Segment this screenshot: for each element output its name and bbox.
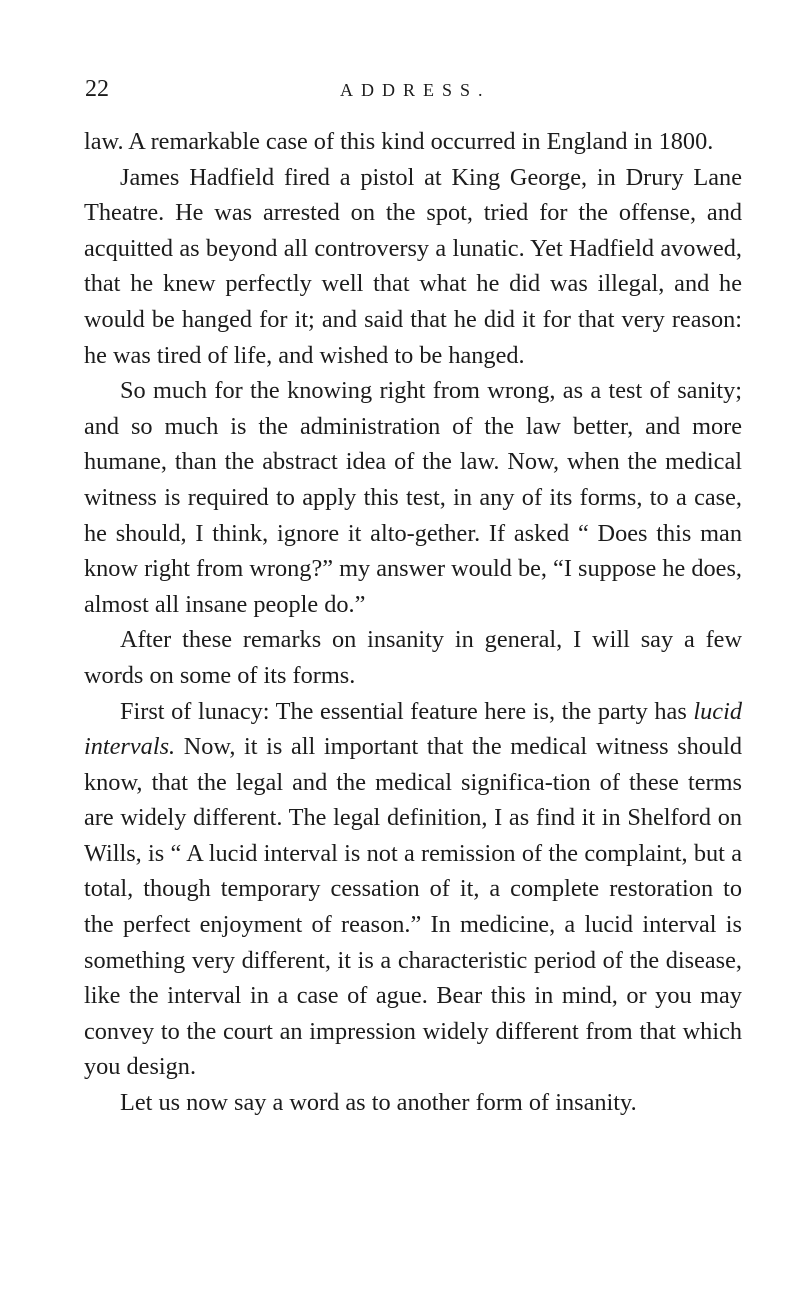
- body-text: [84, 124, 742, 1121]
- lucid-intervals-text-before: First of lunacy: The essential feature here is, the party has: [120, 697, 694, 725]
- running-head: [85, 76, 745, 102]
- lucid-intervals-text-after: Now, it is all important that the medical witness should know, that the legal and the medical significa-tion of these terms are widely different. The legal definition, I as find it in Shelford on Wills, is “ A lucid interval is not a remission of the complaint, but a total, though temporary cessation of it, a complete restoration to the perfect enjoyment of reason.” In medicine, a lucid interval is something very different, it is a characteristic period of the disease, like the interval in a case of ague. Bear this in mind, or you may convey to the court an impression widely different from that which you design.: [84, 733, 742, 1081]
- paragraph-lucid-intervals: [84, 694, 742, 1086]
- paragraph-another-form: Let us now say a word as to another form of insanity.: [120, 1089, 637, 1117]
- page-number: 22: [85, 76, 109, 102]
- paragraph-insanity-forms: After these remarks on insanity in general, I will say a few words on some of its forms.: [84, 626, 742, 689]
- paragraph-continuation: law. A remarkable case of this kind occurred in England in 1800.: [84, 128, 714, 155]
- paragraph-sanity-test: So much for the knowing right from wrong, as a test of sanity; and so much is the administration of the law better, and more humane, than the abstract idea of the law. Now, when the medical witness is required to apply this test, in any of its forms, to a case, he should, I think, ignore it alto-gether. If asked “ Does this man know right from wrong?” my answer would be, “I suppose he does, almost all insane people do.”: [84, 377, 742, 618]
- running-title: ADDRESS.: [340, 80, 491, 100]
- lucid-intervals-italic-term: lucid intervals.: [84, 697, 742, 761]
- paragraph-hadfield-case: James Hadfield fired a pistol at King George, in Drury Lane Theatre. He was arrested on the spot, tried for the offense, and acquitted as beyond all controversy a lunatic. Yet Hadfield avowed, that he knew perfectly well that what he did was illegal, and he would be hanged for it; and said that he did it for that very reason: he was tired of life, and wished to be hanged.: [84, 163, 742, 369]
